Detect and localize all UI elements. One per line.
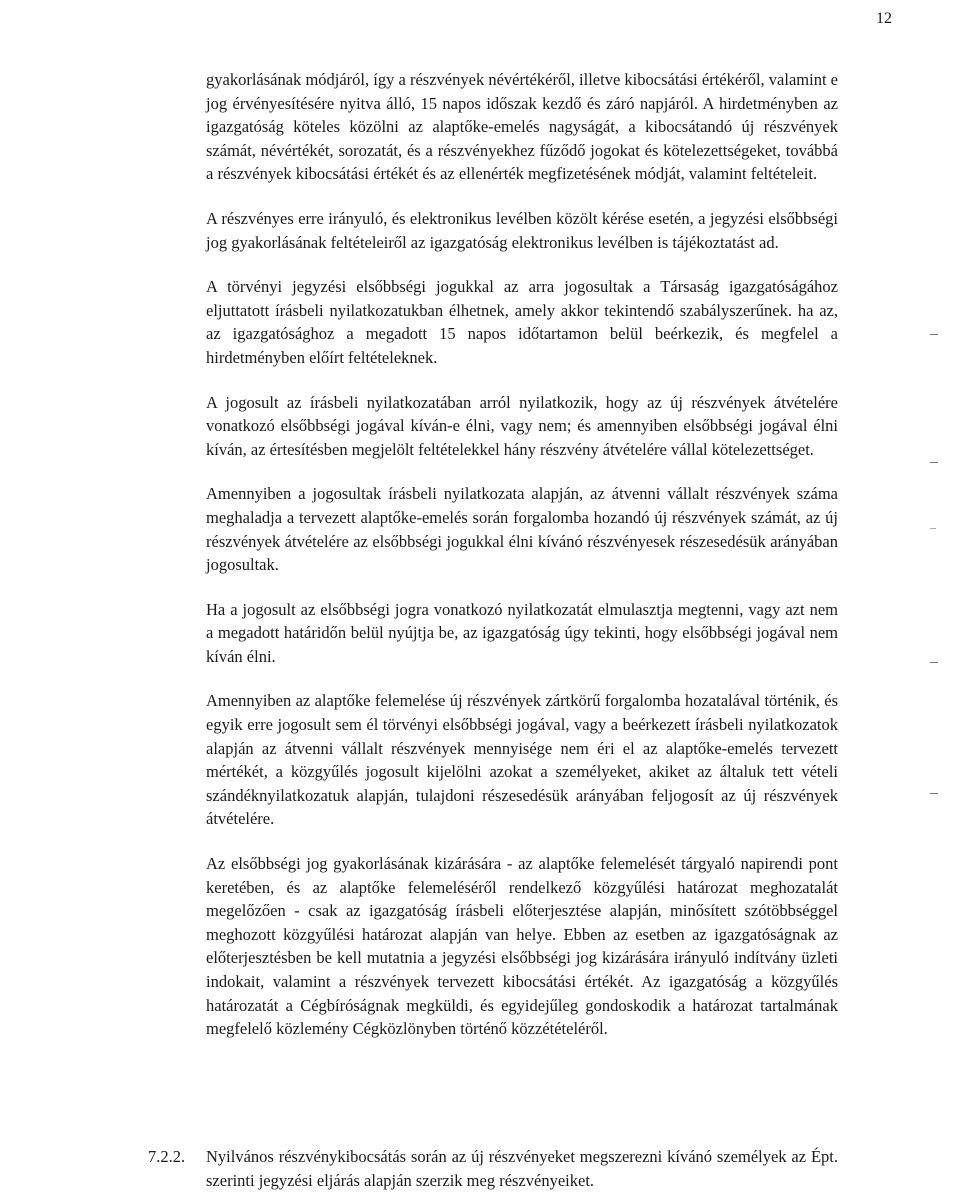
margin-dash-mark bbox=[930, 462, 938, 463]
paragraph-1: gyakorlásának módjáról, így a részvények névértékéről, illetve kibocsátási értékéről, valamint e jog érvényesítésére nyitva álló, 15 napos időszak kezdő és záró napjáról. A hirdetményben az igazgatóság köteles közölni az alaptőke-emelés nagyságát, a kibocsátandó új részvények számát, névértékét, sorozatát, és a részvényekhez fűződő jogokat és kötelezettségeket, továbbá a részvények kibocsátási értékét és az ellenérték megfizetésének módját, valamint feltételeit. bbox=[206, 70, 838, 184]
section-text: Nyilvános részvénykibocsátás során az új részvényeket megszerezni kívánó személyek az Épt. szerinti jegyzési eljárás alapján szerzik meg részvényeiket. bbox=[206, 1147, 838, 1190]
document-body bbox=[206, 68, 838, 1062]
paragraph-5: Amennyiben a jogosultak írásbeli nyilatkozata alapján, az átvenni vállalt részvények száma meghaladja a tervezett alaptőke-emelés során forgalomba hozandó új részvények számát, az új részvények átvételére az elsőbbségi jogukkal élni kívánó részvényesek részesedésük arányában jogosultak. bbox=[206, 484, 838, 575]
page-number: 12 bbox=[876, 10, 892, 27]
paragraph-2: A részvényes erre irányuló, és elektronikus levélben közölt kérése esetén, a jegyzési elsőbbségi jog gyakorlásának feltételeiről az igazgatóság elektronikus levélben is tájékoztatást ad. bbox=[206, 208, 838, 252]
paragraph-8: Az elsőbbségi jog gyakorlásának kizárására - az alaptőke felemelését tárgyaló napirendi pont keretében, és az alaptőke felemeléséről rendelkező közgyűlési határozat meghozatalát megelőzően - csak az igazgatóság írásbeli előterjesztése alapján, minősített szótöbbséggel meghozott közgyűlési határozat alapján van helye. Ebben az esetben az igazgatóságnak az előterjesztésben be kell mutatnia a jegyzési elsőbbségi jog kizárására irányuló indítvány üzleti indokait, valamint a részvények tervezett kibocsátási értékét. Az igazgatóság a közgyűlés határozatát a Cégbíróságnak megküldi, és egyidejűleg gondoskodik a határozat tartalmának megfelelő közlemény Cégközlönyben történő közzétételéről. bbox=[206, 854, 838, 1039]
margin-dash-mark bbox=[930, 334, 938, 335]
margin-dash-mark bbox=[930, 662, 938, 663]
margin-dash-mark bbox=[930, 793, 938, 794]
paragraph-7: Amennyiben az alaptőke felemelése új részvények zártkörű forgalomba hozatalával történik, és egyik erre jogosult sem él törvényi elsőbbségi jogával, vagy a beérkezett írásbeli nyilatkozatok alapján az átvenni vállalt részvények mennyisége nem éri el az alaptőke-emelés tervezett mértékét, a közgyűlés jogosult kijelölni azokat a személyeket, akiket az általuk tett vételi szándéknyilatkozatuk alapján, tulajdoni részesedésük arányában feljogosít az új részvények átvételére. bbox=[206, 691, 838, 829]
paragraph-4: A jogosult az írásbeli nyilatkozatában arról nyilatkozik, hogy az új részvények átvételére vonatkozó elsőbbségi jogával kíván-e élni, vagy nem; és amennyiben elsőbbségi jogával élni kíván, az értesítésben megjelölt feltételekkel hány részvény átvételére vállal kötelezettséget. bbox=[206, 392, 838, 459]
margin-dash-mark bbox=[930, 528, 936, 529]
paragraph-3: A törvényi jegyzési elsőbbségi jogukkal az arra jogosultak a Társaság igazgatóságához eljuttatott írásbeli nyilatkozatukban élhetnek, amely akkor tekintendő szabályszerűnek. ha az, az igazgatósághoz a megadott 15 napos időtartamon belül beérkezik, és megfelel a hirdetményben előírt feltételeknek. bbox=[206, 277, 838, 367]
paragraph-6: Ha a jogosult az elsőbbségi jogra vonatkozó nyilatkozatát elmulasztja megtenni, vagy azt nem a megadott határidőn belül nyújtja be, az igazgatóság úgy tekinti, hogy elsőbbségi jogával nem kíván élni. bbox=[206, 599, 838, 666]
section-7-2-2 bbox=[148, 1145, 838, 1192]
section-number: 7.2.2. bbox=[148, 1147, 186, 1166]
